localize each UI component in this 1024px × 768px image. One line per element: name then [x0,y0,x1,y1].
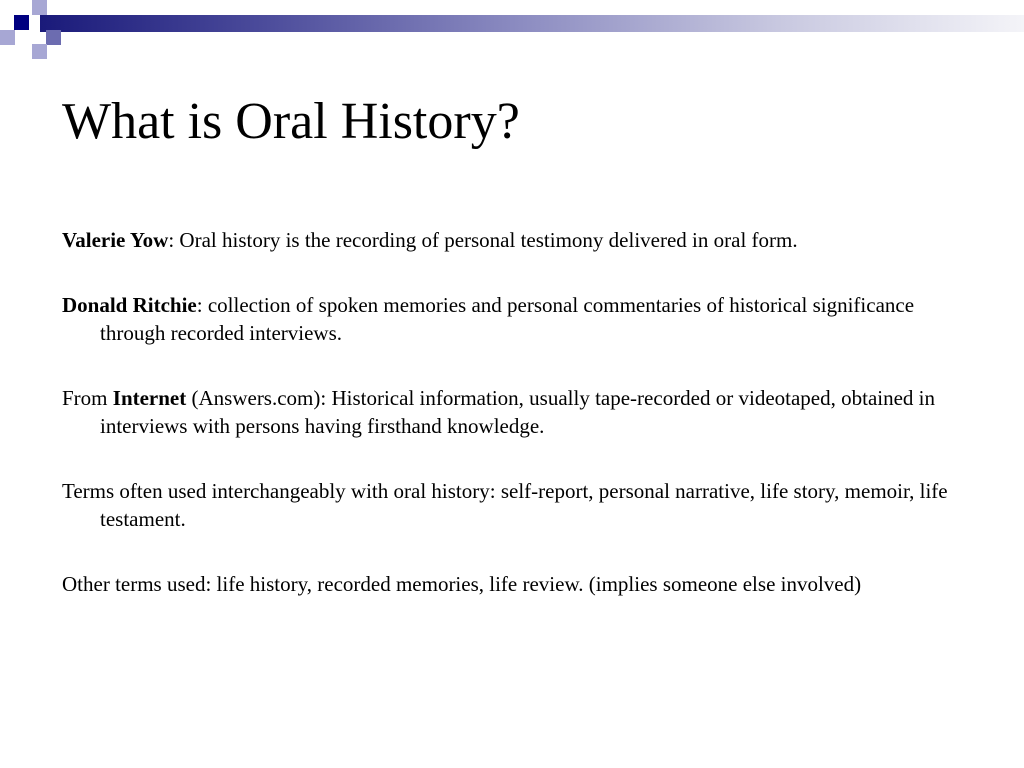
definition-text: : Oral history is the recording of personal testimony delivered in oral form. [168,228,798,252]
slide-title: What is Oral History? [62,93,520,150]
definition-text: (Answers.com): Historical information, usually tape-recorded or videotaped, obtained in interviews with persons having firsthand knowledge. [100,386,936,438]
definition-internet [62,384,967,440]
decor-square [32,0,47,15]
source-prefix: From [62,386,113,410]
author-name: Valerie Yow [62,228,169,252]
decor-square [14,15,29,30]
definition-text: : collection of spoken memories and personal commentaries of historical significance through recorded interviews. [100,293,915,345]
author-name: Donald Ritchie [62,293,197,317]
decor-square [0,30,15,45]
gradient-bar [40,15,1024,32]
other-terms: Other terms used: life history, recorded memories, life review. (implies someone else involved) [62,572,862,596]
slide-body [62,226,967,635]
definition-ritchie [62,291,967,347]
definition-yow [62,226,967,254]
interchangeable-terms: Terms often used interchangeably with oral history: self-report, personal narrative, life story, memoir, life testament. [62,479,948,531]
decor-square [32,44,47,59]
source-name: Internet [112,386,187,410]
decor-square [46,30,61,45]
